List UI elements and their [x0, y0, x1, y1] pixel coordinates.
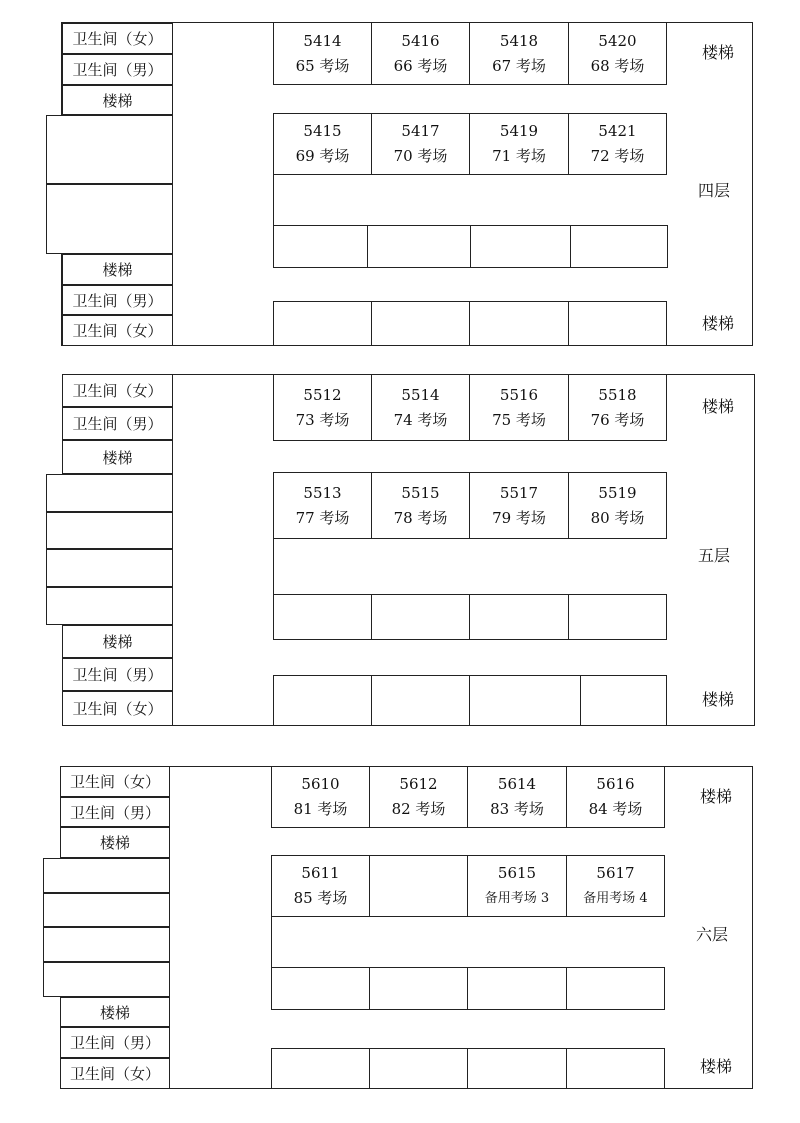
room-number: 5615 — [497, 864, 537, 882]
restroom-female: 卫生间（女） — [60, 766, 170, 797]
exam-room — [568, 374, 667, 441]
side-room — [46, 184, 173, 254]
room — [271, 967, 370, 1010]
room-label: 83 考场 — [490, 800, 544, 818]
room-label: 72 考场 — [590, 147, 645, 165]
restroom-female: 卫生间（女） — [62, 315, 173, 346]
room-number: 5519 — [598, 483, 637, 502]
corridor-wall — [273, 539, 274, 595]
room-label: 79 考场 — [492, 508, 546, 527]
restroom-male: 卫生间（男） — [62, 54, 173, 85]
side-room — [43, 927, 170, 962]
room-number: 5414 — [303, 31, 342, 50]
room-label: 82 考场 — [391, 800, 446, 818]
room-label: 69 考场 — [295, 147, 350, 165]
room-number: 5420 — [598, 31, 637, 50]
room-label: 85 考场 — [293, 889, 348, 907]
room-label: 67 考场 — [492, 56, 546, 75]
stairs-label: 楼梯 — [60, 997, 170, 1027]
room — [469, 301, 569, 346]
room-label: 66 考场 — [393, 56, 448, 75]
restroom-male: 卫生间（男） — [62, 407, 173, 440]
room — [580, 675, 667, 726]
room-number: 5513 — [303, 483, 342, 502]
exam-room — [273, 472, 372, 539]
stairs-label: 楼梯 — [62, 85, 173, 115]
room-number: 5515 — [401, 483, 440, 502]
restroom-male: 卫生间（男） — [62, 285, 173, 315]
side-room — [46, 512, 173, 549]
exam-room — [369, 766, 468, 828]
side-room — [46, 549, 173, 587]
restroom-male: 卫生间（男） — [60, 1027, 170, 1058]
side-room — [46, 474, 173, 512]
room — [271, 1048, 370, 1089]
exam-room — [273, 22, 372, 85]
room — [371, 675, 470, 726]
room-number: 5612 — [399, 775, 438, 793]
room-label: 75 考场 — [492, 410, 546, 429]
room — [467, 967, 567, 1010]
exam-room — [273, 113, 372, 175]
room-number: 5419 — [499, 122, 539, 140]
side-room — [46, 115, 173, 184]
room — [371, 301, 470, 346]
side-room — [43, 962, 170, 997]
room-number: 5610 — [301, 775, 340, 793]
stairs-label: 楼梯 — [62, 625, 173, 658]
side-room — [43, 858, 170, 893]
room-label: 78 考场 — [393, 508, 448, 527]
spare-exam-room — [467, 855, 567, 917]
stairs-label: 楼梯 — [699, 786, 732, 806]
room-number: 5614 — [497, 775, 537, 793]
room — [467, 1048, 567, 1089]
restroom-male: 卫生间（男） — [62, 658, 173, 691]
restroom-female: 卫生间（女） — [60, 1058, 170, 1089]
room-number: 5617 — [596, 864, 635, 882]
exam-room — [371, 22, 470, 85]
room-label: 81 考场 — [293, 800, 348, 818]
stairs-label: 楼梯 — [701, 42, 734, 62]
room-number: 5516 — [499, 385, 539, 404]
room-label: 70 考场 — [393, 147, 448, 165]
restroom-female: 卫生间（女） — [62, 23, 173, 54]
room-label: 80 考场 — [590, 508, 645, 527]
stairs-label: 楼梯 — [60, 827, 170, 858]
room — [369, 855, 468, 917]
room-label: 74 考场 — [393, 410, 448, 429]
exam-room — [371, 374, 470, 441]
room — [369, 1048, 468, 1089]
room-number: 5514 — [401, 385, 440, 404]
room-label: 73 考场 — [295, 410, 350, 429]
room — [273, 225, 368, 268]
room-number: 5416 — [401, 31, 440, 50]
stairs-label: 楼梯 — [701, 313, 734, 333]
room — [568, 301, 667, 346]
exam-room — [469, 374, 569, 441]
restroom-male: 卫生间（男） — [60, 797, 170, 827]
room-number: 5517 — [499, 483, 539, 502]
spare-exam-room — [566, 855, 665, 917]
room — [570, 225, 668, 268]
stairs-label: 楼梯 — [62, 254, 173, 285]
room-number: 5611 — [301, 864, 340, 882]
room — [469, 675, 581, 726]
side-room — [46, 587, 173, 625]
floor-label: 四层 — [697, 180, 730, 200]
room-number: 5418 — [499, 31, 539, 50]
stairs-label: 楼梯 — [701, 396, 734, 416]
room-label: 84 考场 — [588, 800, 643, 818]
room — [470, 225, 571, 268]
room — [367, 225, 471, 268]
room-label: 71 考场 — [492, 147, 546, 165]
corridor-wall — [271, 917, 272, 968]
side-room — [43, 893, 170, 927]
room — [273, 301, 372, 346]
room-label: 65 考场 — [295, 56, 350, 75]
restroom-female: 卫生间（女） — [62, 691, 173, 726]
exam-room — [469, 472, 569, 539]
restroom-female: 卫生间（女） — [62, 374, 173, 407]
room-number: 5518 — [598, 385, 637, 404]
exam-room — [568, 472, 667, 539]
stairs-label: 楼梯 — [699, 1056, 732, 1076]
room — [566, 967, 665, 1010]
room-number: 5415 — [303, 122, 342, 140]
exam-room — [271, 855, 370, 917]
room-number: 5512 — [303, 385, 342, 404]
exam-room — [467, 766, 567, 828]
exam-room — [371, 113, 470, 175]
room-label: 77 考场 — [295, 508, 350, 527]
exam-room — [371, 472, 470, 539]
room — [568, 594, 667, 640]
room-number: 5421 — [598, 122, 637, 140]
room-label: 备用考场 3 — [484, 891, 550, 906]
room-label: 76 考场 — [590, 410, 645, 429]
room — [273, 675, 372, 726]
exam-room — [469, 113, 569, 175]
floor-label: 五层 — [697, 545, 730, 565]
exam-room — [271, 766, 370, 828]
room — [566, 1048, 665, 1089]
room-label: 68 考场 — [590, 56, 645, 75]
room-number: 5417 — [401, 122, 440, 140]
room-number: 5616 — [596, 775, 635, 793]
exam-room — [568, 113, 667, 175]
exam-room — [273, 374, 372, 441]
floor-label: 六层 — [695, 924, 728, 944]
room-label: 备用考场 4 — [583, 891, 648, 906]
room — [273, 594, 372, 640]
stairs-label: 楼梯 — [701, 689, 734, 709]
room — [469, 594, 569, 640]
corridor-wall — [273, 175, 274, 226]
exam-room — [469, 22, 569, 85]
exam-room — [568, 22, 667, 85]
room — [369, 967, 468, 1010]
stairs-label: 楼梯 — [62, 440, 173, 474]
room — [371, 594, 470, 640]
exam-room — [566, 766, 665, 828]
